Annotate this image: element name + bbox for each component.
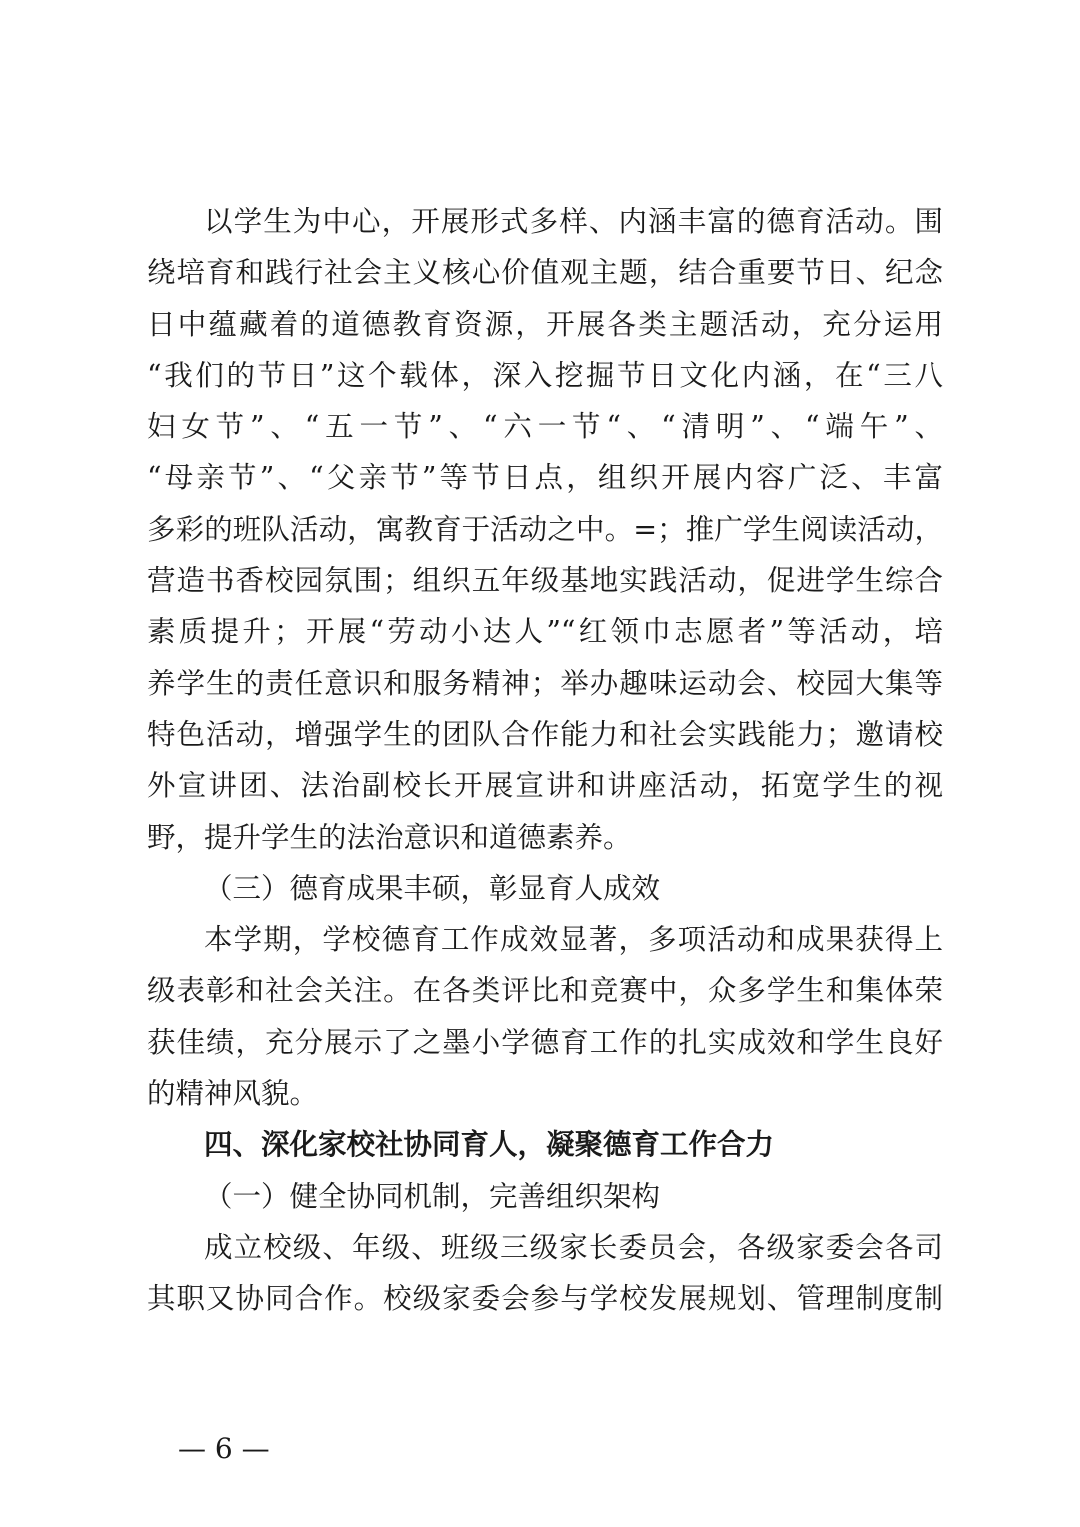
paragraph-line: 成立校级、年级、班级三级家长委员会，各级家委会各司 [204,1230,943,1264]
paragraph-line: 多彩的班队活动，寓教育于活动之中。=；推广学生阅读活动， [147,512,943,546]
paragraph-line: 级表彰和社会关注。在各类评比和竞赛中，众多学生和集体荣 [147,974,943,1008]
subsection-heading: （一）健全协同机制，完善组织架构 [204,1179,661,1213]
section-heading: 四、深化家校社协同育人，凝聚德育工作合力 [204,1128,775,1162]
paragraph-line: 本学期，学校德育工作成效显著，多项活动和成果获得上 [204,923,943,957]
paragraph-line: 素质提升；开展“劳动小达人”“红领巾志愿者”等活动，培 [147,615,943,649]
paragraph-line: 野，提升学生的法治意识和道德素养。 [147,820,632,854]
paragraph-line: 养学生的责任意识和服务精神；举办趣味运动会、校园大集等 [147,666,943,700]
paragraph-line: 其职又协同合作。校级家委会参与学校发展规划、管理制度制 [147,1282,943,1316]
paragraph-line: 日中蕴藏着的道德教育资源，开展各类主题活动，充分运用 [147,307,943,341]
paragraph-line: 绕培育和践行社会主义核心价值观主题，结合重要节日、纪念 [147,256,943,290]
page-number: — 6 — [178,1432,270,1465]
paragraph-line: 营造书香校园氛围；组织五年级基地实践活动，促进学生综合 [147,564,943,598]
paragraph-line: 的精神风貌。 [147,1077,319,1111]
paragraph-line: 外宣讲团、法治副校长开展宣讲和讲座活动，拓宽学生的视 [147,769,943,803]
paragraph-line: 特色活动，增强学生的团队合作能力和社会实践能力；邀请校 [147,717,943,751]
paragraph-line: 获佳绩，充分展示了之墨小学德育工作的扎实成效和学生良好 [147,1025,943,1059]
subsection-heading: （三）德育成果丰硕，彰显育人成效 [204,871,661,905]
body-text [147,196,943,1325]
paragraph-line: “我们的节日”这个载体，深入挖掘节日文化内涵，在“三八 [147,358,943,392]
paragraph-line: 妇女节”、“五一节”、“六一节“、“清明”、“端午”、 [147,410,943,444]
paragraph-line: “母亲节”、“父亲节”等节日点，组织开展内容广泛、丰富 [147,461,943,495]
paragraph-line: 以学生为中心，开展形式多样、内涵丰富的德育活动。围 [204,205,943,238]
